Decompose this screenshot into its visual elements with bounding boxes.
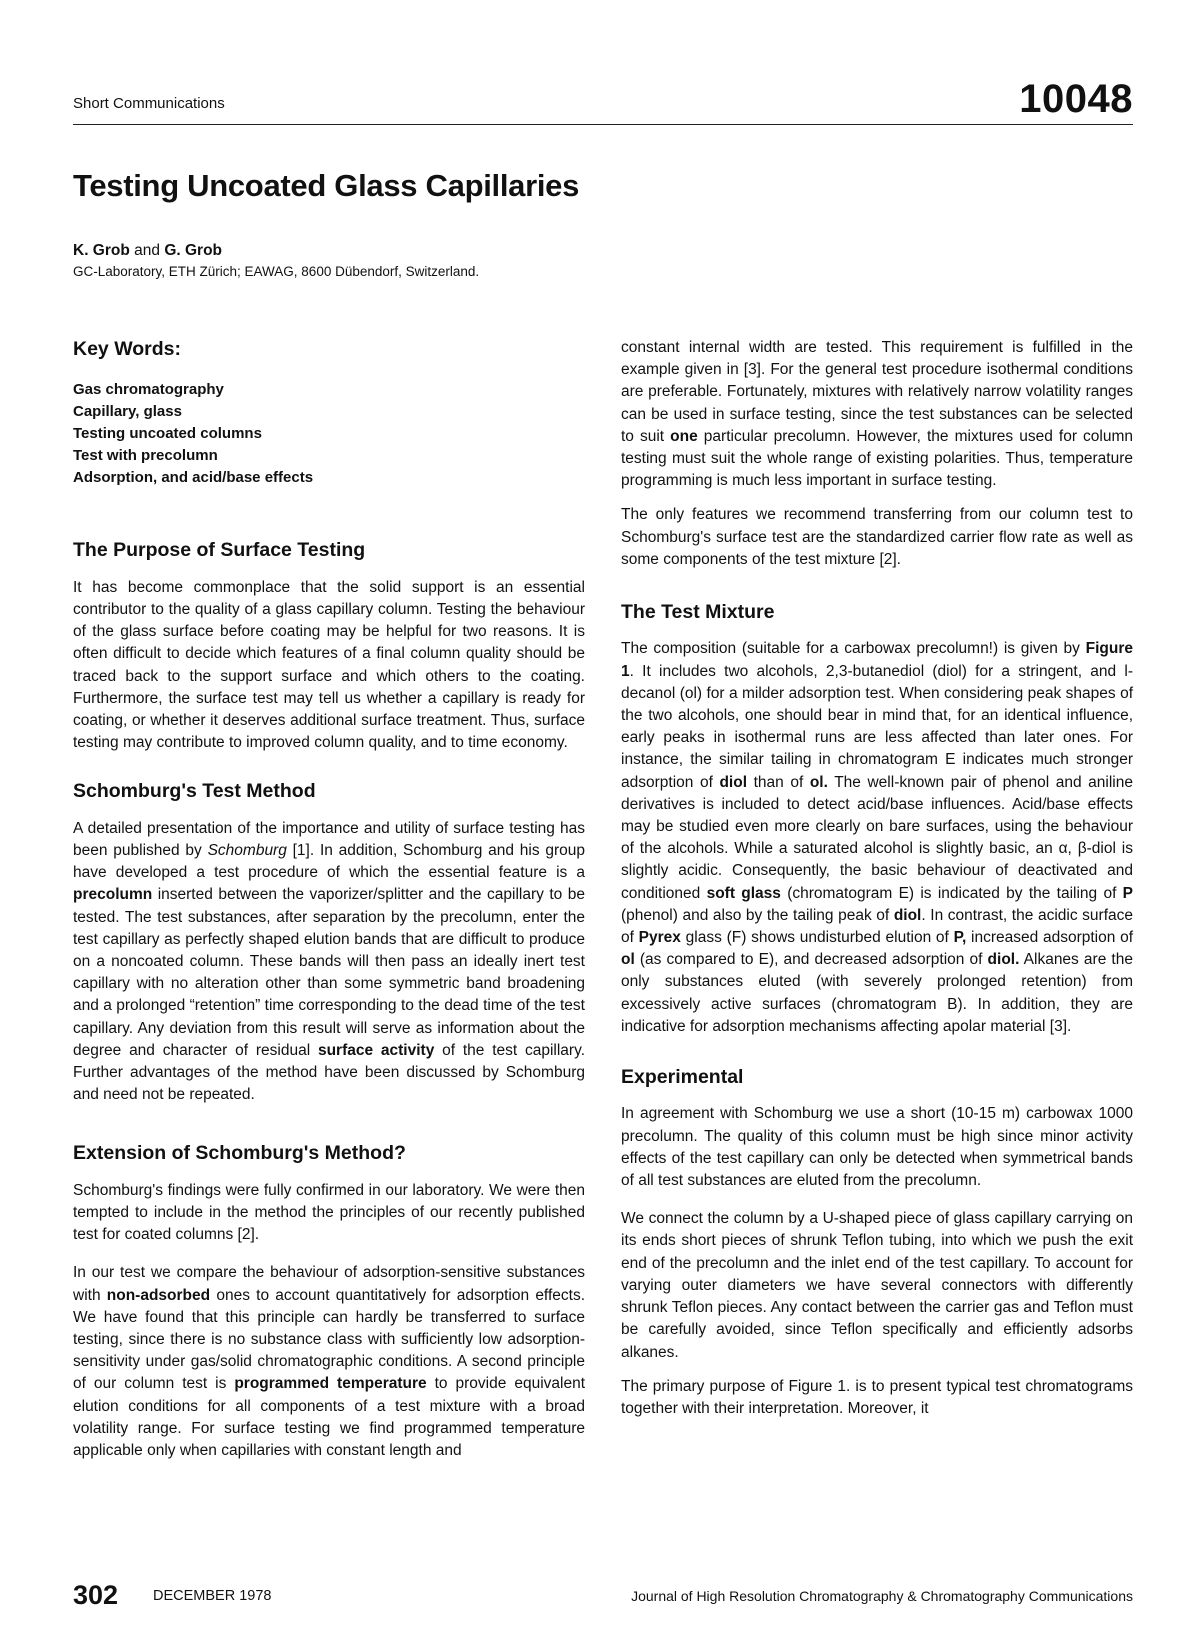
experimental-paragraph-2: We connect the column by a U-shaped piece of glass capillary carrying on its ends short pieces of shrunk Teflon tubing, into which we push the exit end of the precolumn and the inlet end of the test capillary. To account for varying outer diameters we have several connectors with differently shrunk Teflon pieces. Any contact between the carrier gas and Teflon must be carefully avoided, since Teflon specifically and efficiently adsorbs alkanes. xyxy=(621,1210,1133,1361)
schomburg-name: Schomburg xyxy=(207,842,287,859)
journal-name: Journal of High Resolution Chromatography & Chromatography Communications xyxy=(631,1588,1133,1604)
figure-ref: Figure 1 xyxy=(621,640,1133,680)
non-adsorbed-term: non-adsorbed xyxy=(106,1286,211,1304)
section-label: Short Communications xyxy=(73,95,225,112)
one-term: one xyxy=(670,427,698,445)
page-number: 302 xyxy=(73,1580,119,1610)
experimental-heading: Experimental xyxy=(621,1066,744,1089)
keyword-item: Capillary, glass xyxy=(73,403,182,421)
schomburg-paragraph: A detailed presentation of the importance and utility of surface testing has been published by Schomburg [1]. In addition, Schomburg and his group have developed a test procedure of which the essential feature is a precolumn inserted between the vaporizer/splitter and the capillary to be tested. The test substances, after separation by the precolumn, enter the test capillary as perfectly shaped elution bands that are difficult to produce on a noncoated column. These bands will then pass an ideally inert test capillary with no alteration other than some symmetric band broadening and a prolonged “retention” time corresponding to the dead time of the test capillary. Any deviation from this result will serve as information about the degree and character of residual surface activity of the test capillary. Further advantages of the method have been discussed by Schomburg and need not be repeated. xyxy=(73,819,585,1104)
issue-date: DECEMBER 1978 xyxy=(153,1588,272,1604)
keyword-item: Gas chromatography xyxy=(73,381,224,399)
authors xyxy=(73,242,222,260)
affiliation: GC-Laboratory, ETH Zürich; EAWAG, 8600 Dübendorf, Switzerland. xyxy=(73,264,480,279)
running-header xyxy=(73,76,1133,125)
authors-and: and xyxy=(129,242,165,259)
purpose-heading: The Purpose of Surface Testing xyxy=(73,539,366,562)
keywords-list xyxy=(73,379,585,489)
schomburg-heading: Schomburg's Test Method xyxy=(73,780,316,803)
author-1: K. Grob xyxy=(73,242,130,259)
keyword-item: Adsorption, and acid/base effects xyxy=(73,469,314,487)
mixture-paragraph: The composition (suitable for a carbowax precolumn!) is given by Figure 1. It includes two alcohols, 2,3-butanediol (diol) for a stringent, and l-decanol (ol) for a milder adsorption test. When considering peak shapes of the two alcohols, one should bear in mind that, for an identical influence, early peaks in isothermal runs are less affected than later ones. For instance, the similar tailing in chromatogram E indicates much stronger adsorption of diol than of ol. The well-known pair of phenol and aniline derivatives is included to detect acid/base influences. Acid/base effects may be studied even more clearly on bare surfaces, using the behaviour of the alcohols. While a saturated alcohol is slightly basic, an α, β-diol is slightly acidic. Consequently, the basic behaviour of deactivated and conditioned soft glass (chromatogram E) is indicated by the tailing of P (phenol) and also by the tailing peak of diol. In contrast, the acidic surface of Pyrex glass (F) shows undisturbed elution of P, increased adsorption of ol (as compared to E), and decreased adsorption of diol. Alkanes are the only substances eluted (with severely prolonged retention) from excessively active surfaces (chromatogram B). In addition, they are indicative for adsorption mechanisms affecting apolar material [3]. xyxy=(621,640,1134,1035)
document-number: 10048 xyxy=(1019,77,1133,121)
keyword-item: Testing uncoated columns xyxy=(73,425,262,443)
page-footer xyxy=(73,1580,1133,1620)
keywords-heading: Key Words: xyxy=(73,338,181,360)
left-column xyxy=(73,338,585,1462)
continued-paragraph: constant internal width are tested. This requirement is fulfilled in the example given in [3]. For the general test procedure isothermal conditions are preferable. Fortunately, mixtures with relatively narrow volatility ranges can be used in surface testing, since the test substances can be selected to suit one particular precolumn. However, the mixtures used for column testing must suit the whole range of existing polarities. Thus, temperature programming is much less important in surface testing. xyxy=(621,339,1133,490)
extension-paragraph-1: Schomburg's findings were fully confirmed in our laboratory. We were then tempted to include in the method the principles of our recently published test for coated columns [2]. xyxy=(73,1181,585,1244)
keyword-item: Test with precolumn xyxy=(73,447,218,465)
features-paragraph: The only features we recommend transferring from our column test to Schomburg's surface test are the standardized carrier flow rate as well as some components of the test mixture [2]. xyxy=(621,506,1133,568)
article-title: Testing Uncoated Glass Capillaries xyxy=(73,168,580,203)
author-2: G. Grob xyxy=(164,242,223,259)
precolumn-term: precolumn xyxy=(73,886,153,904)
extension-paragraph-2: In our test we compare the behaviour of adsorption-sensitive substances with non-adsorbed ones to account quantitatively for adsorption effects. We have found that this principle can hardly be transferred to surface testing, since there is no substance class with sufficiently low adsorption-sensitivity under gas/solid chromatographic conditions. A second principle of our column test is programmed temperature to provide equivalent elution conditions for all components of a test mixture with a broad volatility range. For surface testing we find programmed temperature applicable only when capillaries with constant length and xyxy=(73,1264,586,1460)
purpose-paragraph: It has become commonplace that the solid support is an essential contributor to the quality of a glass capillary column. Testing the behaviour of the glass surface before coating may be helpful for two reasons. It is often difficult to decide which features of a final column quality should be traced back to the support surface and which others to the coating. Furthermore, the surface test may tell us whether a capillary is ready for coating, or whether it deserves additional surface treatment. Thus, surface testing may contribute to improved column quality, and to time economy. xyxy=(73,578,585,752)
extension-heading: Extension of Schomburg's Method? xyxy=(73,1142,406,1165)
mixture-heading: The Test Mixture xyxy=(621,601,775,624)
right-column xyxy=(621,337,1133,1420)
experimental-paragraph-3: The primary purpose of Figure 1. is to present typical test chromatograms together with their interpretation. Moreover, it xyxy=(621,1377,1133,1417)
experimental-paragraph-1: In agreement with Schomburg we use a short (10-15 m) carbowax 1000 precolumn. The quality of this column must be high since minor activity effects of the test capillary can only be detected when symmetrical bands of all test substances are eluted from the precolumn. xyxy=(621,1105,1133,1190)
programmed-temperature-term: programmed temperature xyxy=(234,1375,427,1393)
surface-activity-term: surface activity xyxy=(317,1041,435,1059)
